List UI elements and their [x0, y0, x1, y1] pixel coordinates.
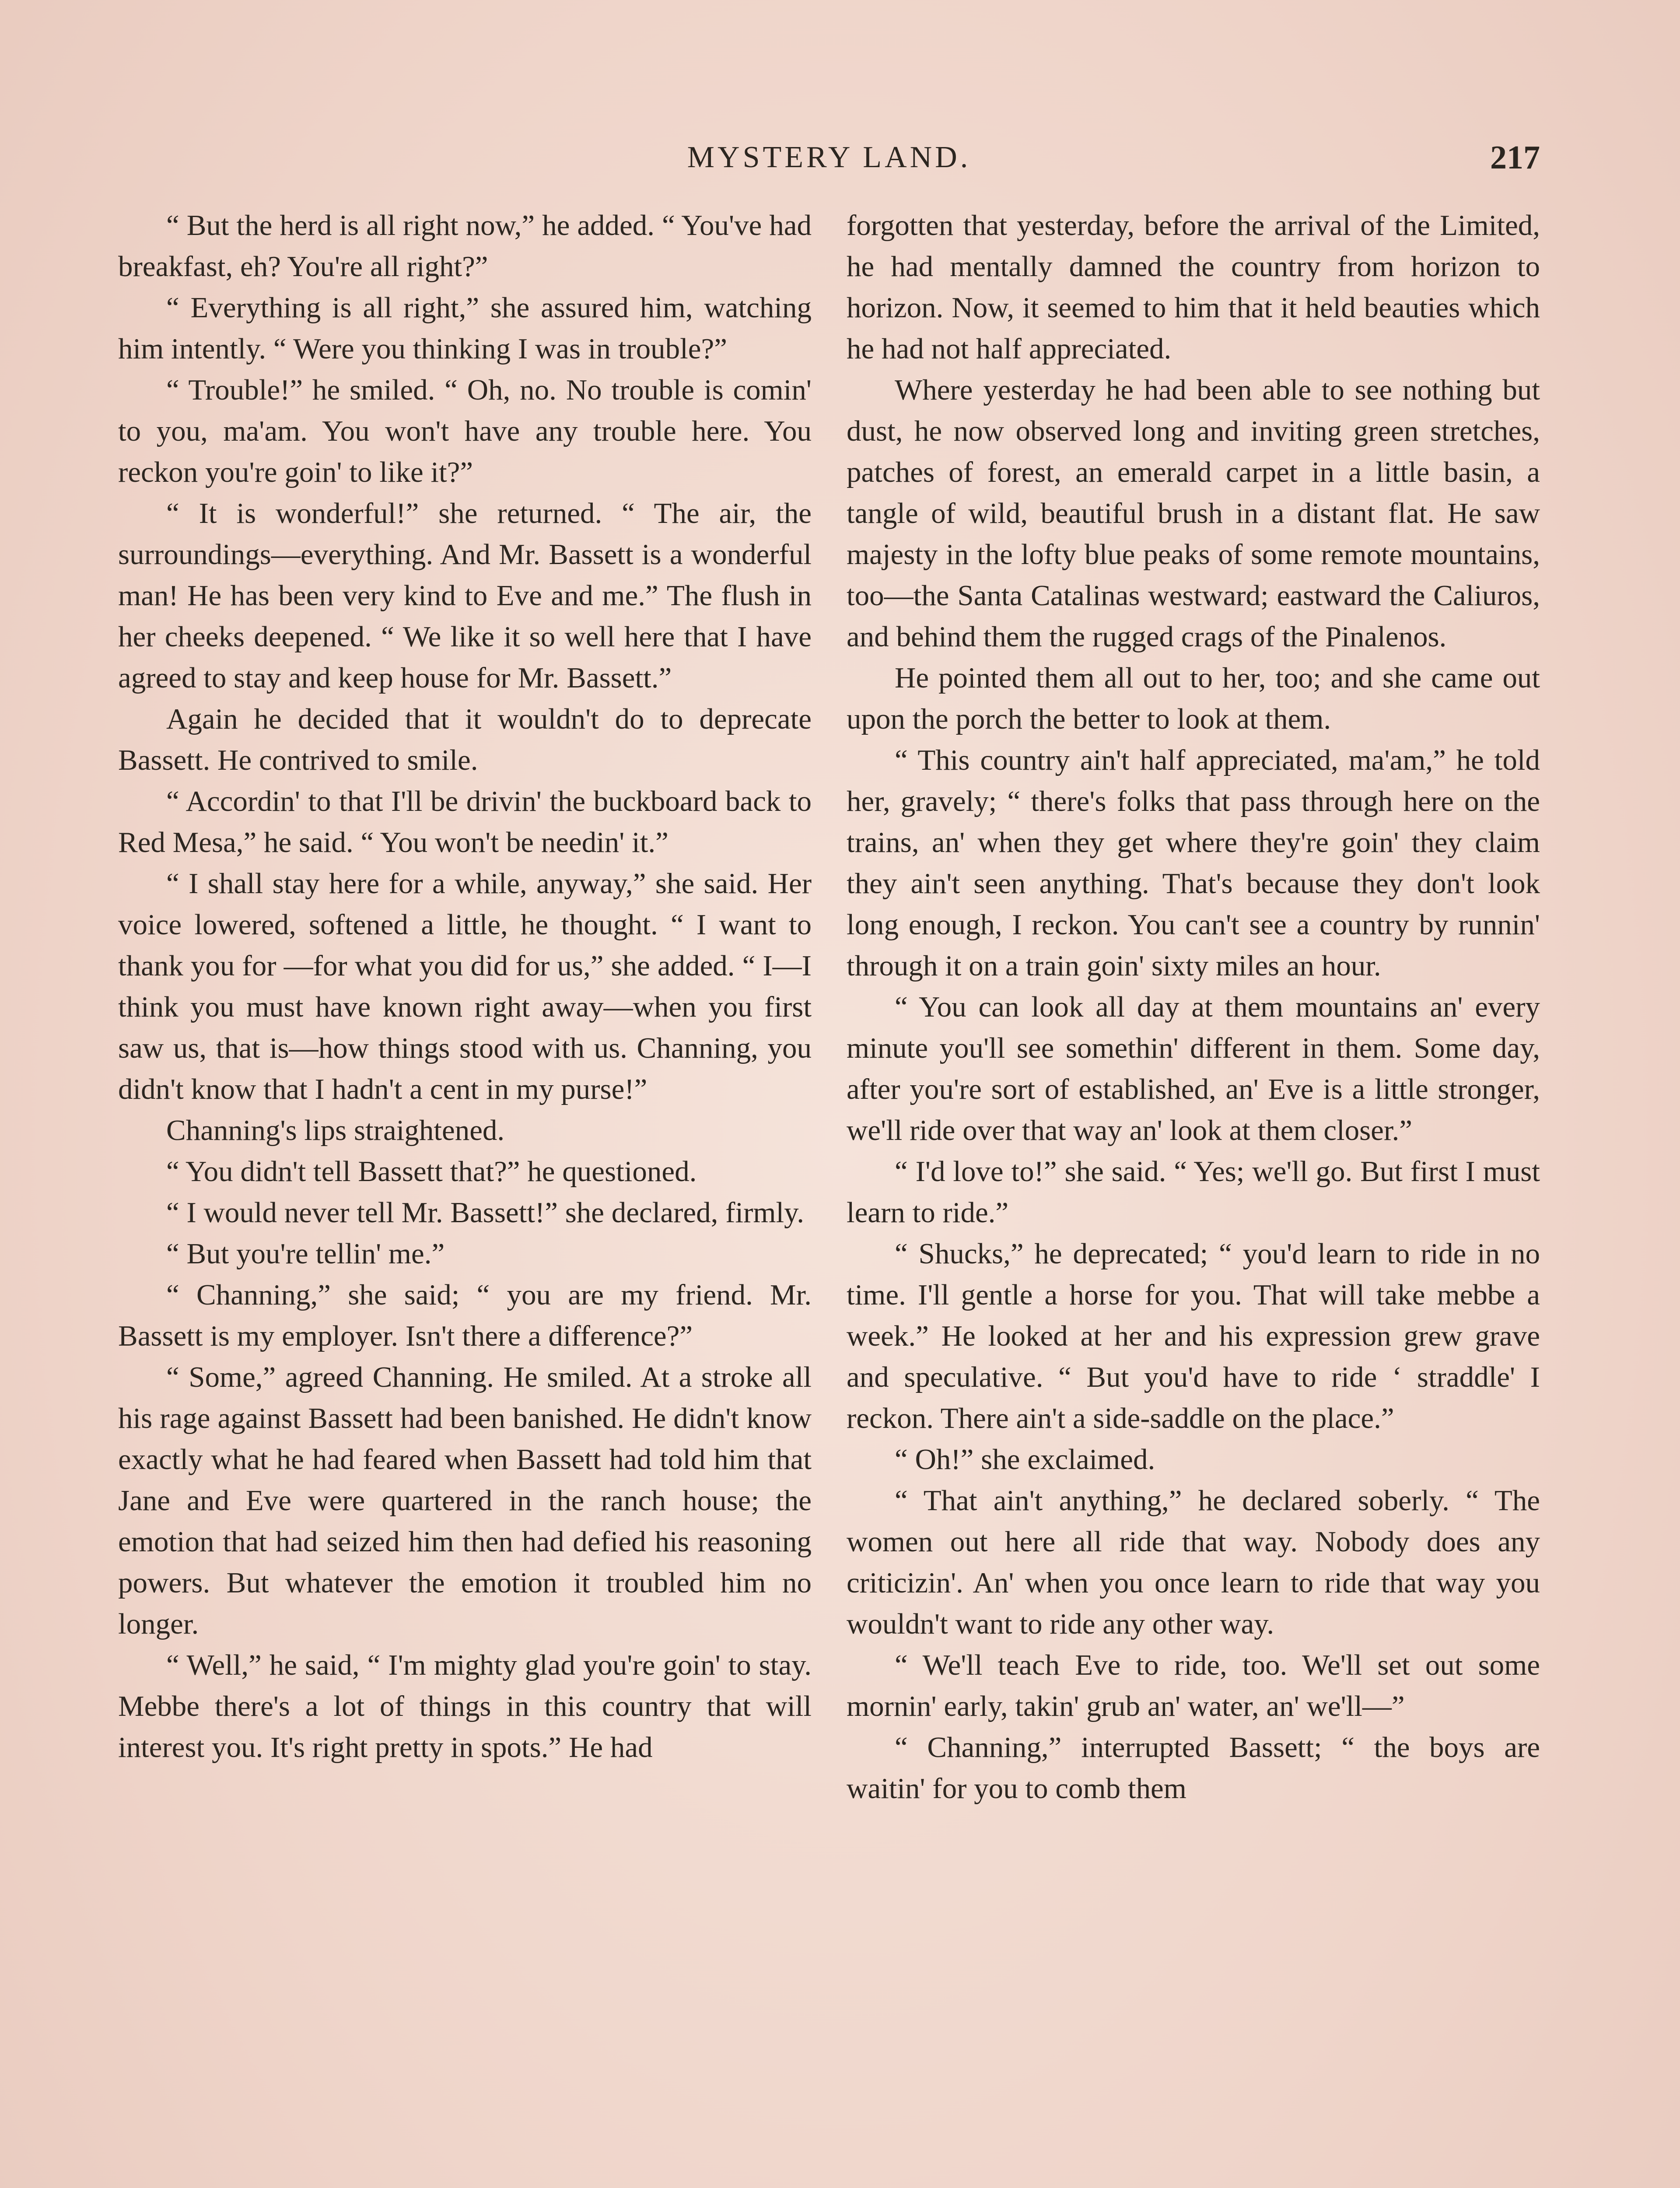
running-title: MYSTERY LAND.	[687, 140, 971, 174]
paragraph: “ I would never tell Mr. Bassett!” she declared, firmly.	[166, 1196, 805, 1229]
paragraph: forgotten that yesterday, before the arrival of the Limited, he had mentally damned the country from horizon to horizon. Now, it seemed to him that it held beauties which he had not half appreciated.	[847, 209, 1540, 365]
paragraph: “ I shall stay here for a while, anyway,” she said. Her voice lowered, softened a little, he thought. “ I want to thank you for —for what you did for us,” she added. “ I—I think you must have known right away—when you first saw us, that is—how things stood with us. Channing, you didn't know that I hadn't a cent in my purse!”	[118, 867, 812, 1105]
paragraph: “ That ain't anything,” he declared soberly. “ The women out here all ride that way. Nobody does any criticizin'. An' when you once learn to ride that way you wouldn't want to ride any other way.	[847, 1484, 1540, 1640]
paragraph: “ Everything is all right,” she assured him, watching him intently. “ Were you thinking I was in trouble?”	[118, 291, 812, 365]
paragraph: “ You didn't tell Bassett that?” he questioned.	[166, 1155, 697, 1188]
paragraph: “ I'd love to!” she said. “ Yes; we'll go. But first I must learn to ride.”	[847, 1155, 1540, 1229]
text-columns	[118, 205, 1540, 1809]
paragraph: “ Channing,” she said; “ you are my friend. Mr. Bassett is my employer. Isn't there a difference?”	[118, 1279, 812, 1352]
paragraph: “ Well,” he said, “ I'm mighty glad you're goin' to stay. Mebbe there's a lot of things in this country that will interest you. It's right pretty in spots.” He had	[118, 1649, 812, 1764]
paragraph: “ You can look all day at them mountains an' every minute you'll see somethin' different in them. Some day, after you're sort of established, an' Eve is a little stronger, we'll ride over that way an' look at them closer.”	[847, 991, 1540, 1147]
paragraph: “ But you're tellin' me.”	[166, 1238, 445, 1270]
paragraph: “ We'll teach Eve to ride, too. We'll set out some mornin' early, takin' grub an' water, an' we'll—”	[847, 1649, 1540, 1722]
paragraph: “ Channing,” interrupted Bassett; “ the boys are waitin' for you to comb them	[847, 1731, 1540, 1805]
page-header	[118, 131, 1540, 184]
paragraph: Again he decided that it wouldn't do to deprecate Bassett. He contrived to smile.	[118, 703, 812, 776]
paragraph: “ It is wonderful!” she returned. “ The air, the surroundings—everything. And Mr. Bassett is a wonderful man! He has been very kind to Eve and me.” The flush in her cheeks deepened. “ We like it so well here that I have agreed to stay and keep house for Mr. Bassett.”	[118, 497, 812, 694]
paragraph: He pointed them all out to her, too; and she came out upon the porch the better to look at them.	[847, 662, 1540, 735]
paragraph: Channing's lips straightened.	[166, 1114, 505, 1147]
page-number: 217	[1490, 139, 1540, 176]
paragraph: “ But the herd is all right now,” he added. “ You've had breakfast, eh? You're all right?”	[118, 209, 812, 283]
paragraph: “ Accordin' to that I'll be drivin' the buckboard back to Red Mesa,” he said. “ You won't be needin' it.”	[118, 785, 812, 859]
paragraph: “ Trouble!” he smiled. “ Oh, no. No trouble is comin' to you, ma'am. You won't have any trouble here. You reckon you're goin' to like it?”	[118, 374, 812, 488]
paragraph: Where yesterday he had been able to see nothing but dust, he now observed long and inviting green stretches, patches of forest, an emerald carpet in a little basin, a tangle of wild, beautiful brush in a distant flat. He saw majesty in the lofty blue peaks of some remote mountains, too—the Santa Catalinas westward; eastward the Caliuros, and behind them the rugged crags of the Pinalenos.	[847, 374, 1540, 653]
paragraph: “ Oh!” she exclaimed.	[895, 1443, 1155, 1476]
left-column	[118, 205, 812, 1809]
paragraph: “ This country ain't half appreciated, ma'am,” he told her, gravely; “ there's folks that pass through here on the trains, an' when they get where they're goin' they claim they ain't seen anything. That's because they don't look long enough, I reckon. You can't see a country by runnin' through it on a train goin' sixty miles an hour.	[847, 744, 1540, 982]
right-column	[847, 205, 1540, 1809]
paragraph: “ Shucks,” he deprecated; “ you'd learn to ride in no time. I'll gentle a horse for you. That will take mebbe a week.” He looked at her and his expression grew grave and speculative. “ But you'd have to ride ‘ straddle' I reckon. There ain't a side-saddle on the place.”	[847, 1238, 1540, 1434]
paragraph: “ Some,” agreed Channing. He smiled. At a stroke all his rage against Bassett had been banished. He didn't know exactly what he had feared when Bassett had told him that Jane and Eve were quartered in the ranch house; the emotion that had seized him then had defied his reasoning powers. But whatever the emotion it troubled him no longer.	[118, 1361, 812, 1640]
